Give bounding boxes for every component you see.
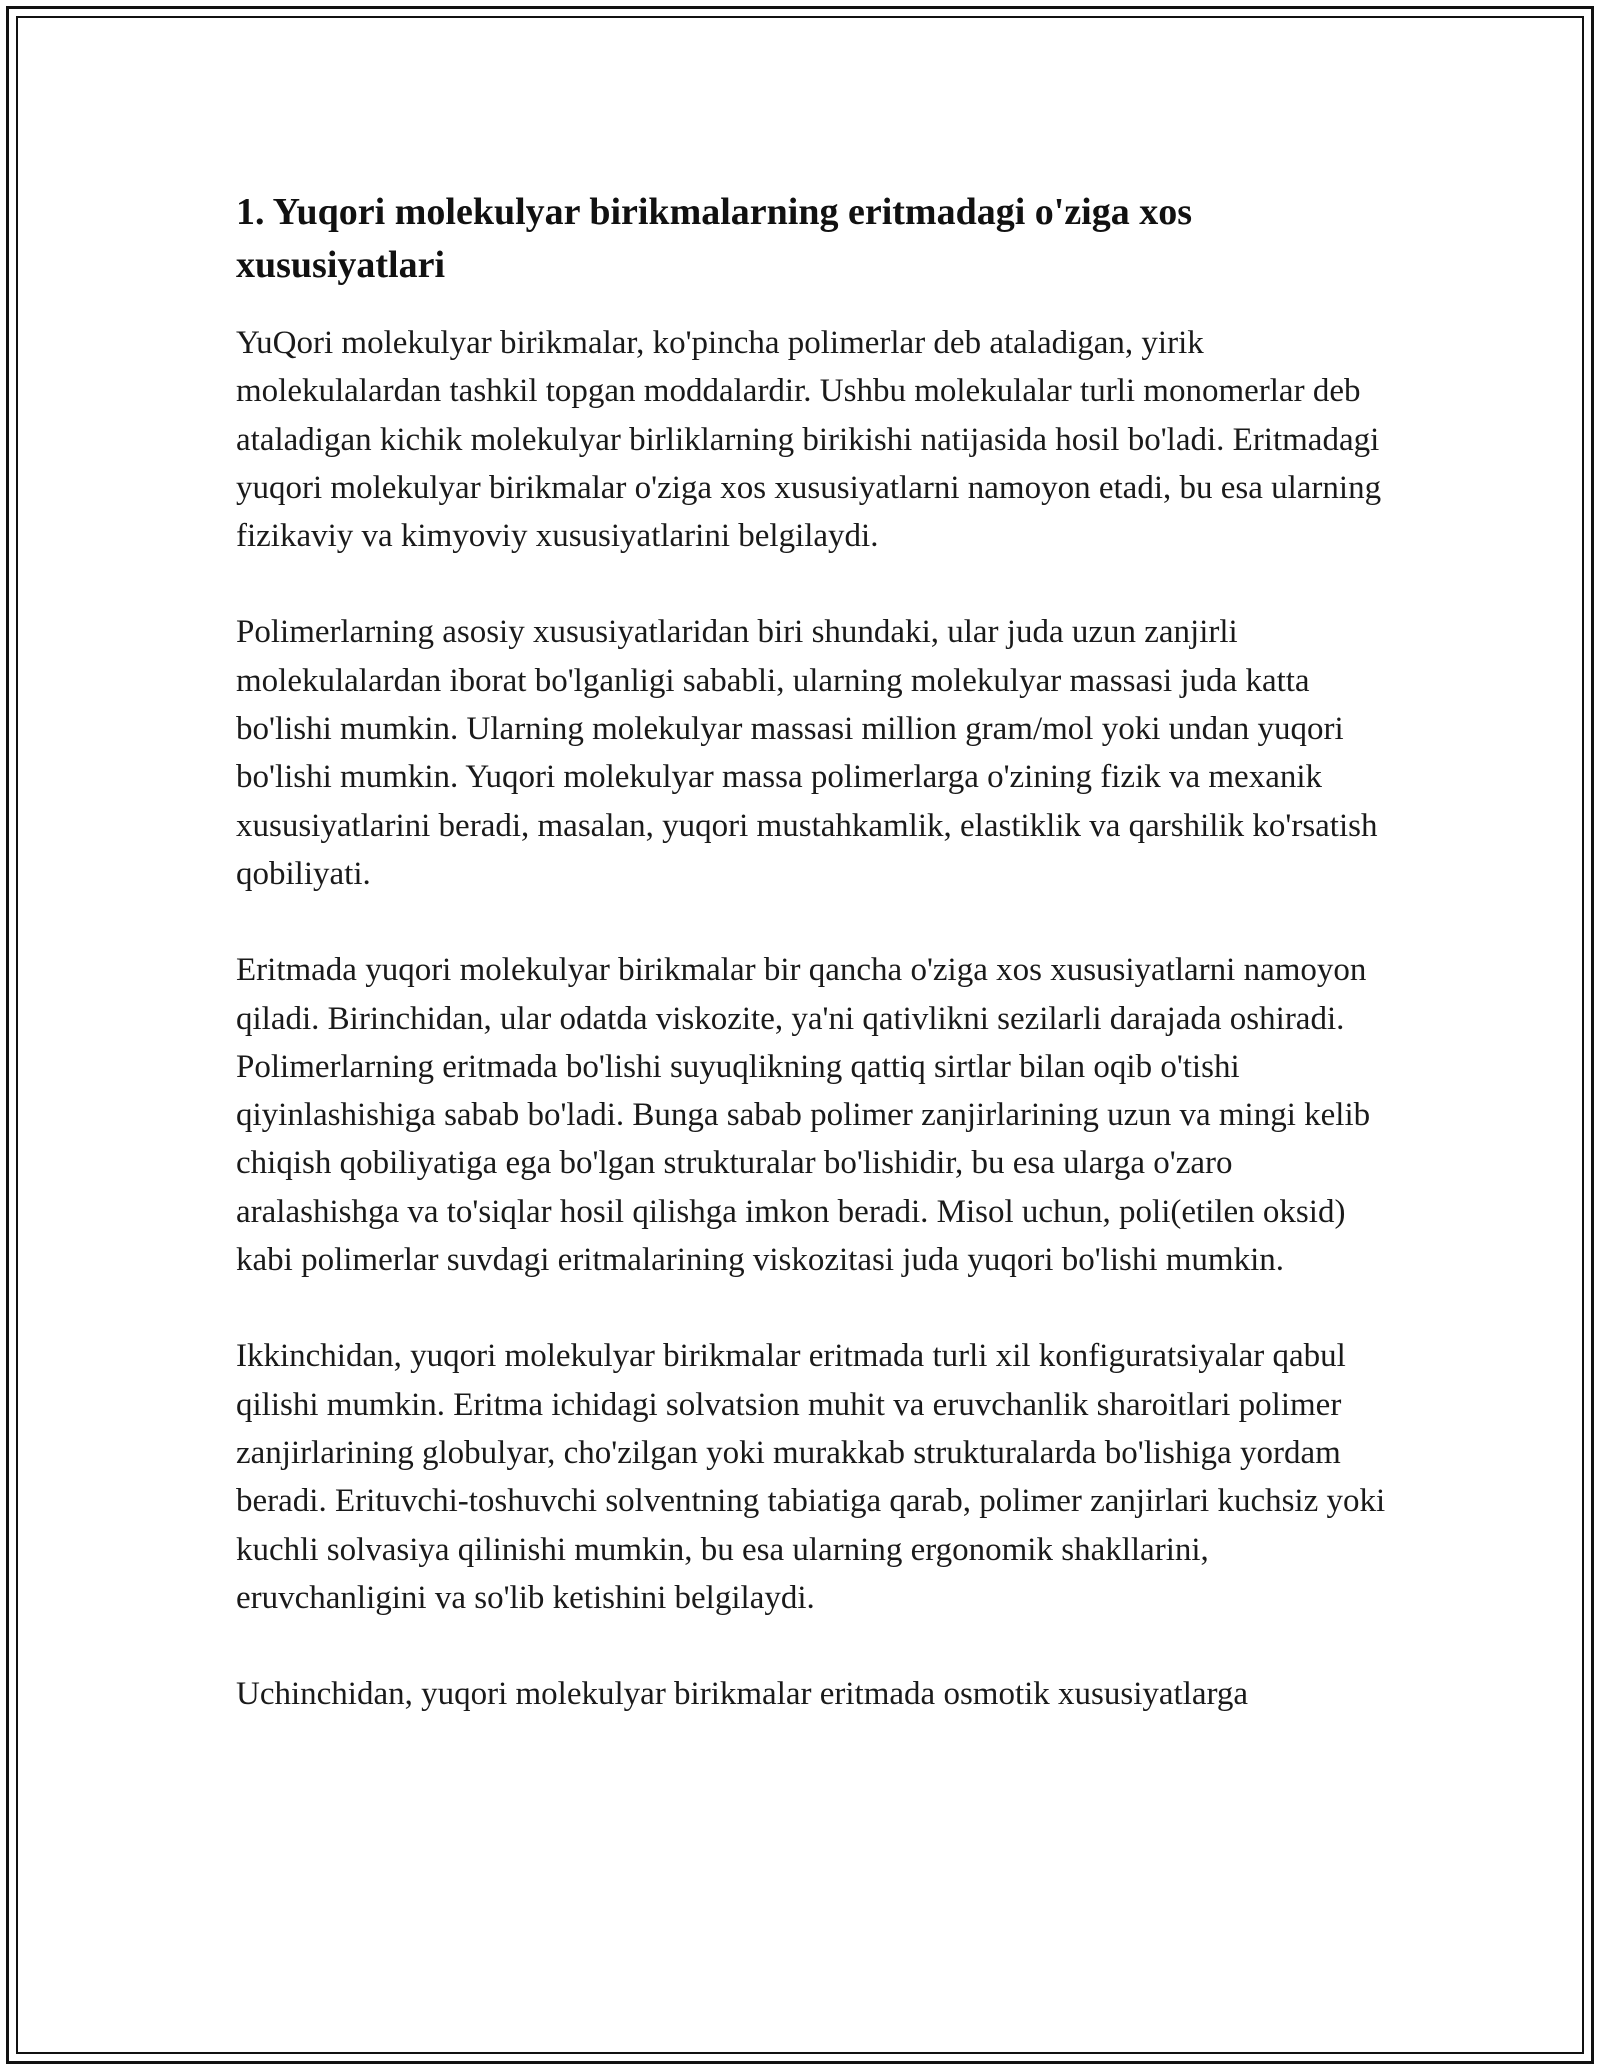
section-heading: 1. Yuqori molekulyar birikmalarning eritmadagi o'ziga xos xususiyatlari bbox=[236, 191, 1193, 286]
paragraph-viscosity: Eritmada yuqori molekulyar birikmalar bir qancha o'ziga xos xususiyatlarni namoyon qiladi. Birinchidan, ular odatda viskozite, ya'ni qativlikni sezilarli darajada oshiradi. Polimerlarning eritmada bo'lishi suyuqlikning qattiq sirtlar bilan oqib o'tishi qiyinlashishiga sabab bo'ladi. Bunga sabab polimer zanjirlarining uzun va mingi kelib chiqish qobiliyatiga ega bo'lgan strukturalar bo'lishidir, bu esa ularga o'zaro aralashishga va to'siqlar hosil qilishga imkon beradi. Misol uchun, poli(etilen oksid) kabi polimerlar suvdagi eritmalarining viskozitasi juda yuqori bo'lishi mumkin. bbox=[236, 952, 1371, 1279]
paragraph-osmotic: Uchinchidan, yuqori molekulyar birikmalar eritmada osmotik xususiyatlarga bbox=[236, 1676, 1249, 1713]
paragraph-molecular-mass: Polimerlarning asosiy xususiyatlaridan biri shundaki, ular juda uzun zanjirli molekulalardan iborat bo'lganligi sababli, ularning molekulyar massasi juda katta bo'lishi mumkin. Ularning molekulyar massasi million gram/mol yoki undan yuqori bo'lishi mumkin. Yuqori molekulyar massa polimerlarga o'zining fizik va mexanik xususiyatlarini beradi, masalan, yuqori mustahkamlik, elastiklik va qarshilik ko'rsatish qobiliyati. bbox=[236, 614, 1378, 892]
paragraph-intro: YuQori molekulyar birikmalar, ko'pincha polimerlar deb ataladigan, yirik molekulalardan tashkil topgan moddalardir. Ushbu molekulalar turli monomerlar deb ataladigan kichik molekulyar birliklarning birikishi natijasida hosil bo'ladi. Eritmadagi yuqori molekulyar birikmalar o'ziga xos xususiyatlarni namoyon etadi, bu esa ularning fizikaviy va kimyoviy xususiyatlarini belgilaydi. bbox=[236, 325, 1382, 555]
paragraph-configurations: Ikkinchidan, yuqori molekulyar birikmalar eritmada turli xil konfiguratsiyalar qabul qilishi mumkin. Eritma ichidagi solvatsion muhit va eruvchanlik sharoitlari polimer zanjirlarining globulyar, cho'zilgan yoki murakkab strukturalarda bo'lishiga yordam beradi. Erituvchi-toshuvchi solventning tabiatiga qarab, polimer zanjirlari kuchsiz yoki kuchli solvasiya qilinishi mumkin, bu esa ularning ergonomik shakllarini, eruvchanligini va so'lib ketishini belgilaydi. bbox=[236, 1338, 1386, 1616]
document-body bbox=[236, 186, 1386, 1766]
